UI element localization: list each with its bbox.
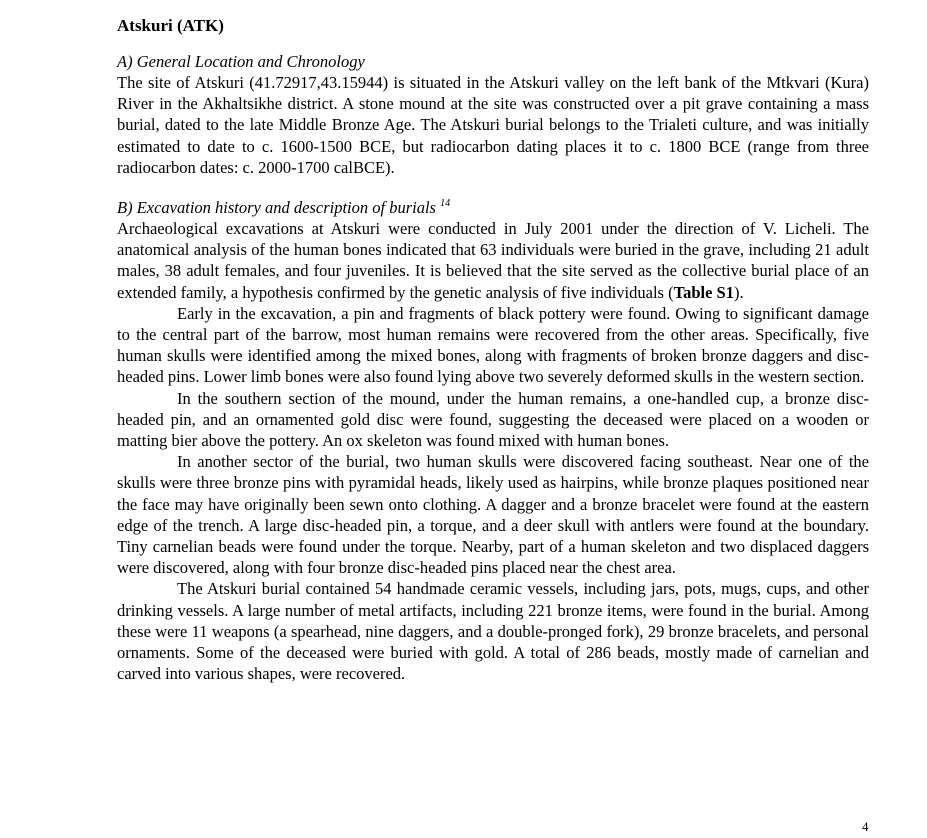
section-b-paragraph-2: Early in the excavation, a pin and fragments of black pottery were found. Owing to significant damage to the central part of the barrow, most human remains were recovered from the other areas. Specifically, five human skulls were identified among the mixed bones, along with fragments of broken bronze daggers and disc-headed pins. Lower limb bones were also found lying above two severely deformed skulls in the western section. — [117, 303, 869, 387]
section-a-heading: A) General Location and Chronology — [117, 52, 365, 71]
site-title: Atskuri (ATK) — [117, 16, 224, 35]
section-b-heading — [117, 197, 869, 218]
page-number: 4 — [862, 819, 869, 834]
section-excavation-history — [117, 197, 869, 684]
table-reference: Table S1 — [673, 282, 734, 302]
section-a-paragraph: The site of Atskuri (41.72917,43.15944) is situated in the Atskuri valley on the left bank of the Mtkvari (Kura) River in the Akhaltsikhe district. A stone mound at the site was constructed over a pit grave containing a mass burial, dated to the late Middle Bronze Age. The Atskuri burial belongs to the Trialeti culture, and was initially estimated to date to c. 1600-1500 BCE, but radiocarbon dating places it to c. 1800 BCE (range from three radiocarbon dates: c. 2000-1700 calBCE). — [117, 73, 869, 177]
document-page — [117, 15, 869, 684]
section-b-paragraph-3: In the southern section of the mound, under the human remains, a one-handled cup, a bronze disc-headed pin, and an ornamented gold disc were found, suggesting the deceased were placed on a wooden or matting bier above the pottery. An ox skeleton was found mixed with human bones. — [117, 388, 869, 451]
section-general-location — [117, 51, 869, 178]
section-b-heading-text: B) Excavation history and description of burials — [117, 198, 436, 218]
section-b-paragraph-1 — [117, 218, 869, 303]
paragraph-1-end: ). — [733, 282, 744, 302]
paragraph-1-text: Archaeological excavations at Atskuri were conducted in July 2001 under the direction of V. Licheli. The anatomical analysis of the human bones indicated that 63 individuals were buried in the grave, including 21 adult males, 38 adult females, and four juveniles. It is believed that the site served as the collective burial place of an extended family, a hypothesis confirmed by the genetic analysis of five individuals ( — [117, 219, 869, 302]
section-b-paragraph-4: In another sector of the burial, two human skulls were discovered facing southeast. Near one of the skulls were three bronze pins with pyramidal heads, likely used as hairpins, while bronze plaques positioned near the face may have originally been sewn onto clothing. A dagger and a bronze bracelet were found at the eastern edge of the trench. A large disc-headed pin, a torque, and a deer skull with antlers were found at the boundary. Tiny carnelian beads were found under the torque. Nearby, part of a human skeleton and two displaced daggers were discovered, along with four bronze disc-headed pins placed near the chest area. — [117, 452, 869, 578]
footnote-marker: 14 — [440, 198, 451, 210]
section-b-paragraph-5: The Atskuri burial contained 54 handmade ceramic vessels, including jars, pots, mugs, cups, and other drinking vessels. A large number of metal artifacts, including 221 bronze items, were found in the burial. Among these were 11 weapons (a spearhead, nine daggers, and a double-pronged fork), 29 bronze bracelets, and personal ornaments. Some of the deceased were buried with gold. A total of 286 beads, mostly made of carnelian and carved into various shapes, were recovered. — [117, 579, 869, 684]
